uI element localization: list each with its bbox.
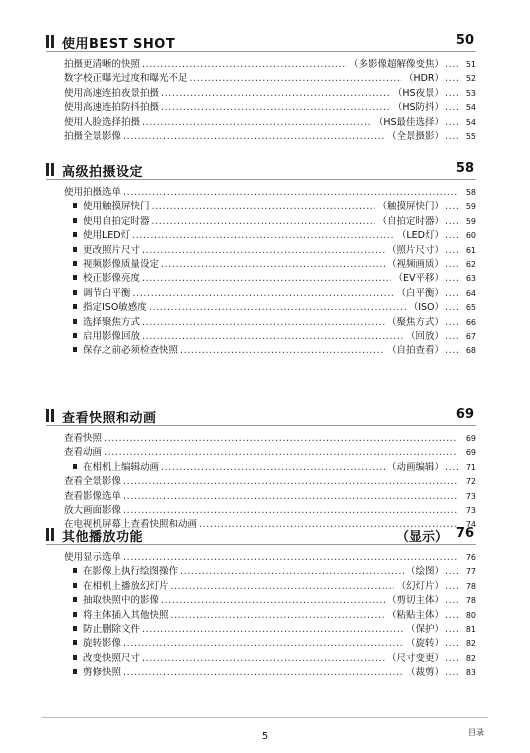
entry-label: 查看动画 (64, 447, 103, 459)
entry-page-number: 65 (465, 303, 476, 313)
square-bullet-icon (73, 583, 77, 588)
square-bullet-icon (73, 655, 77, 660)
entry-reference: （动画编辑） (386, 461, 444, 473)
dot-leader (445, 200, 459, 214)
dot-leader (104, 432, 458, 446)
entry-label: 在相机上播放幻灯片 (83, 580, 169, 592)
toc-subentry[interactable] (46, 215, 476, 229)
section-heading (46, 525, 476, 545)
entry-reference: （粘贴主体） (386, 609, 444, 621)
entry-page-number: 53 (465, 88, 476, 98)
toc-entry[interactable] (46, 101, 476, 115)
dot-leader (445, 344, 459, 358)
toc-subentry[interactable] (46, 623, 476, 637)
dot-leader (161, 101, 391, 115)
dot-leader (445, 623, 459, 637)
footer-divider (42, 717, 488, 718)
square-bullet-icon (73, 203, 77, 208)
dot-leader (445, 72, 459, 86)
square-bullet-icon (73, 319, 77, 324)
dot-leader (445, 330, 459, 344)
entry-reference: （HS防抖） (392, 102, 444, 114)
entry-page-number: 83 (465, 668, 476, 678)
toc-subentry[interactable] (46, 287, 476, 301)
toc-subentry[interactable] (46, 244, 476, 258)
entry-reference: （EV平移） (393, 273, 444, 285)
section-title: 其他播放功能 (62, 530, 144, 545)
entry-page-number: 63 (465, 274, 476, 284)
entry-reference: （自拍查看） (386, 345, 444, 357)
toc-subentry[interactable] (46, 301, 476, 315)
dot-leader (445, 244, 459, 258)
dot-leader (123, 504, 458, 518)
dot-leader (142, 272, 391, 286)
entry-label: 防止删除文件 (83, 623, 141, 635)
toc-entry[interactable] (46, 130, 476, 144)
dot-leader (142, 58, 347, 72)
square-bullet-icon (73, 333, 77, 338)
entry-page-number: 77 (465, 567, 476, 577)
dot-leader (142, 652, 385, 666)
toc-subentry[interactable] (46, 316, 476, 330)
toc-entry-list (46, 180, 476, 359)
section-page-number: 58 (455, 161, 474, 176)
entry-page-number: 72 (465, 477, 476, 487)
entry-page-number: 61 (465, 245, 476, 255)
square-bullet-icon (73, 568, 77, 573)
section-marker-icon (46, 163, 57, 176)
entry-page-number: 69 (465, 448, 476, 458)
dot-leader (171, 609, 385, 623)
entry-page-number: 67 (465, 331, 476, 341)
section-heading (46, 32, 476, 52)
entry-label: 查看快照 (64, 433, 103, 444)
toc-entry[interactable] (46, 551, 476, 565)
entry-label: 抽取快照中的影像 (83, 595, 160, 607)
entry-label: 拍摄更清晰的快照 (64, 59, 141, 70)
entry-reference: （聚焦方式） (386, 316, 444, 328)
entry-page-number: 82 (465, 639, 476, 649)
entry-page-number: 62 (465, 259, 476, 269)
section-title: 查看快照和动画 (62, 411, 157, 426)
dot-leader (142, 116, 372, 130)
entry-label: 在相机上编辑动画 (83, 461, 160, 473)
entry-label: 使用显示选单 (64, 552, 122, 563)
toc-entry-list (46, 545, 476, 681)
entry-page-number: 81 (465, 624, 476, 634)
toc-entry[interactable] (46, 432, 476, 446)
toc-subentry[interactable] (46, 229, 476, 243)
square-bullet-icon (73, 218, 77, 223)
section-heading (46, 406, 476, 426)
entry-label: 数字校正曝光过度和曝光不足 (64, 73, 188, 85)
dot-leader (445, 229, 459, 243)
entry-page-number: 66 (465, 317, 476, 327)
section-heading (46, 160, 476, 180)
dot-leader (161, 461, 385, 475)
entry-label: 拍摄全景影像 (64, 130, 122, 142)
toc-subentry[interactable] (46, 637, 476, 651)
entry-reference: （白平衡） (396, 287, 444, 299)
dot-leader (171, 580, 395, 594)
toc-section (46, 32, 476, 144)
entry-label: 使用LED灯 (83, 230, 131, 242)
dot-leader (445, 258, 459, 272)
toc-entry-list (46, 52, 476, 144)
toc-entry-list (46, 426, 476, 533)
square-bullet-icon (73, 247, 77, 252)
entry-page-number: 74 (465, 520, 476, 530)
toc-subentry[interactable] (46, 258, 476, 272)
footer-page-number: 5 (261, 731, 269, 742)
entry-label: 在影像上执行绘图操作 (83, 566, 179, 578)
toc-entry[interactable] (46, 475, 476, 489)
square-bullet-icon (73, 640, 77, 645)
toc-subentry[interactable] (46, 609, 476, 623)
dot-leader (142, 623, 404, 637)
dot-leader (190, 72, 402, 86)
toc-entry[interactable] (46, 504, 476, 518)
toc-subentry[interactable] (46, 330, 476, 344)
entry-reference: （全景摄影） (386, 130, 444, 142)
square-bullet-icon (73, 304, 77, 309)
footer-label: 目录 (468, 728, 484, 737)
entry-page-number: 69 (465, 434, 476, 443)
entry-label: 更改照片尺寸 (83, 244, 141, 256)
entry-label: 剪修快照 (83, 667, 122, 679)
toc-section (46, 160, 476, 359)
entry-page-number: 54 (465, 103, 476, 113)
dot-leader (445, 215, 459, 229)
section-page-number: 50 (455, 33, 474, 48)
dot-leader (161, 594, 385, 608)
entry-label: 校正影像亮度 (83, 273, 141, 285)
entry-page-number: 54 (465, 117, 476, 127)
entry-label: 使用自拍定时器 (83, 215, 150, 227)
toc-section (46, 406, 476, 533)
entry-page-number: 68 (465, 346, 476, 356)
entry-page-number: 59 (465, 216, 476, 226)
square-bullet-icon (73, 612, 77, 617)
square-bullet-icon (73, 464, 77, 469)
toc-entry[interactable] (46, 490, 476, 504)
entry-reference: （裁剪） (405, 667, 444, 679)
section-tag: （显示） (396, 530, 449, 545)
entry-page-number: 73 (465, 491, 476, 501)
entry-label: 选择聚焦方式 (83, 316, 141, 328)
entry-label: 指定ISO敏感度 (83, 302, 147, 314)
entry-page-number: 52 (465, 74, 476, 84)
section-page-number: 69 (455, 407, 474, 422)
entry-label: 改变快照尺寸 (83, 652, 141, 664)
dot-leader (445, 87, 459, 101)
dot-leader (161, 87, 391, 101)
dot-leader (161, 258, 385, 272)
entry-page-number: 73 (465, 505, 476, 515)
entry-page-number: 78 (465, 581, 476, 591)
entry-reference: （多影像超解像变焦） (348, 59, 444, 70)
entry-reference: （回放） (405, 330, 444, 342)
dot-leader (123, 666, 404, 680)
square-bullet-icon (73, 232, 77, 237)
dot-leader (123, 130, 385, 144)
entry-label: 查看影像选单 (64, 490, 122, 502)
entry-page-number: 82 (465, 653, 476, 663)
toc-subentry[interactable] (46, 272, 476, 286)
entry-label: 将主体插入其他快照 (83, 609, 169, 621)
entry-reference: （自拍定时器） (377, 215, 444, 227)
entry-reference: （HS最佳选择） (373, 116, 444, 128)
entry-page-number: 78 (465, 596, 476, 606)
dot-leader (123, 186, 458, 200)
entry-reference: （保护） (405, 623, 444, 635)
dot-leader (445, 101, 459, 115)
entry-page-number: 76 (465, 553, 476, 562)
toc-entry[interactable] (46, 87, 476, 101)
section-page-number: 76 (455, 526, 474, 541)
dot-leader (445, 287, 459, 301)
toc-entry[interactable] (46, 186, 476, 200)
entry-label: 启用影像回放 (83, 330, 141, 342)
toc-subentry[interactable] (46, 652, 476, 666)
entry-page-number: 59 (465, 202, 476, 212)
toc-subentry[interactable] (46, 594, 476, 608)
section-title: 高级拍摄设定 (62, 165, 144, 180)
toc-subentry[interactable] (46, 565, 476, 579)
dot-leader (445, 130, 459, 144)
dot-leader (123, 490, 458, 504)
dot-leader (445, 594, 459, 608)
square-bullet-icon (73, 347, 77, 352)
dot-leader (445, 272, 459, 286)
toc-subentry[interactable] (46, 666, 476, 680)
entry-label: 使用人脸选择拍摄 (64, 116, 141, 128)
dot-leader (123, 551, 458, 565)
dot-leader (104, 446, 458, 460)
section-marker-icon (46, 35, 57, 48)
square-bullet-icon (73, 290, 77, 295)
dot-leader (445, 301, 459, 315)
entry-reference: （HS夜景） (392, 87, 444, 99)
entry-reference: （旋转） (405, 638, 444, 650)
dot-leader (445, 58, 459, 72)
section-marker-icon (46, 528, 57, 541)
entry-label: 查看全景影像 (64, 476, 122, 488)
toc-subentry[interactable] (46, 344, 476, 358)
entry-reference: （LED灯） (396, 230, 444, 242)
entry-reference: （照片尺寸） (386, 244, 444, 256)
square-bullet-icon (73, 275, 77, 280)
square-bullet-icon (73, 669, 77, 674)
toc-entry[interactable] (46, 116, 476, 130)
entry-label: 视频影像质量设定 (83, 258, 160, 270)
entry-reference: （ISO） (408, 302, 444, 314)
entry-label: 调节白平衡 (83, 287, 131, 299)
dot-leader (445, 580, 459, 594)
dot-leader (152, 200, 376, 214)
entry-page-number: 55 (465, 131, 476, 141)
entry-page-number: 71 (465, 462, 476, 472)
dot-leader (142, 316, 385, 330)
entry-reference: （幻灯片） (396, 580, 444, 592)
dot-leader (132, 229, 395, 243)
entry-page-number: 51 (465, 60, 476, 69)
entry-page-number: 58 (465, 188, 476, 197)
dot-leader (445, 652, 459, 666)
entry-label: 使用高速连拍防抖拍摄 (64, 102, 160, 114)
entry-reference: （HDR） (403, 73, 444, 85)
entry-reference: （剪切主体） (386, 595, 444, 607)
entry-reference: （尺寸变更） (386, 652, 444, 664)
entry-reference: （绘图） (405, 566, 444, 578)
entry-label: 使用拍摄选单 (64, 187, 122, 198)
square-bullet-icon (73, 597, 77, 602)
section-marker-icon (46, 409, 57, 422)
entry-reference: （触摸屏快门） (377, 201, 444, 213)
dot-leader (445, 316, 459, 330)
entry-label: 保存之前必须检查快照 (83, 345, 179, 357)
toc-entry[interactable] (46, 446, 476, 460)
dot-leader (152, 215, 376, 229)
dot-leader (445, 116, 459, 130)
entry-label: 放大画面影像 (64, 504, 122, 516)
entry-label: 旋转影像 (83, 638, 122, 650)
entry-label: 使用触摸屏快门 (83, 201, 150, 213)
toc-subentry[interactable] (46, 461, 476, 475)
entry-page-number: 64 (465, 288, 476, 298)
toc-entry[interactable] (46, 58, 476, 72)
dot-leader (180, 565, 404, 579)
dot-leader (142, 330, 404, 344)
dot-leader (445, 666, 459, 680)
entry-label: 使用高速连拍夜景拍摄 (64, 87, 160, 99)
entry-page-number: 80 (465, 610, 476, 620)
dot-leader (445, 461, 459, 475)
dot-leader (180, 344, 385, 358)
toc-subentry[interactable] (46, 580, 476, 594)
dot-leader (445, 637, 459, 651)
dot-leader (445, 565, 459, 579)
square-bullet-icon (73, 261, 77, 266)
dot-leader (123, 637, 404, 651)
dot-leader (142, 244, 385, 258)
entry-page-number: 60 (465, 231, 476, 241)
square-bullet-icon (73, 626, 77, 631)
toc-entry[interactable] (46, 72, 476, 86)
dot-leader (445, 609, 459, 623)
section-title: 使用BEST SHOT (62, 37, 176, 52)
toc-section (46, 525, 476, 681)
entry-reference: （视频画质） (386, 258, 444, 270)
dot-leader (149, 301, 407, 315)
toc-subentry[interactable] (46, 200, 476, 214)
entry-label: 在电视机屏幕上查看快照和动画 (64, 519, 198, 531)
dot-leader (123, 475, 458, 489)
dot-leader (133, 287, 395, 301)
